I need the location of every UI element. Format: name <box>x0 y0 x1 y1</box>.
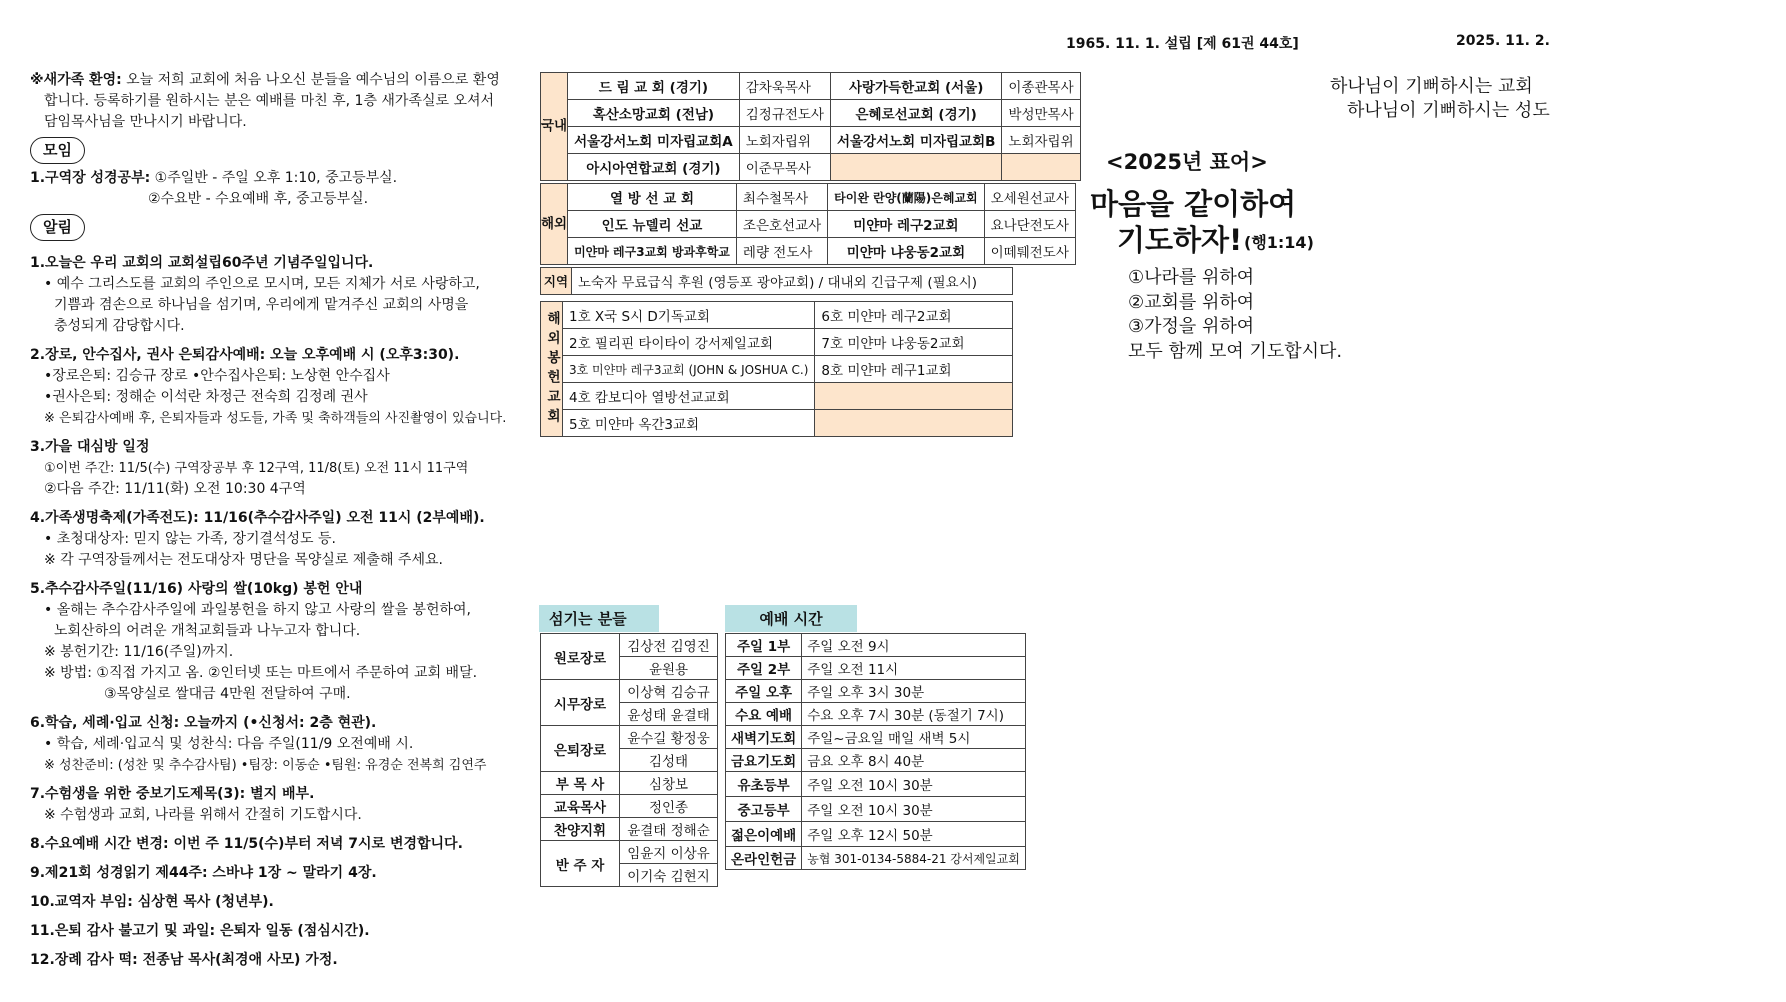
notice-line: ※ 은퇴감사예배 후, 은퇴자들과 성도들, 가족 및 축하객들의 사진촬영이 있습니다. <box>44 411 507 426</box>
server-names: 윤원용 <box>620 657 718 680</box>
yearword-item: ②교회를 위하여 <box>1128 291 1255 313</box>
server-names: 김성태 <box>620 749 718 772</box>
table-cell: 미얀마 레구2교회 <box>828 211 984 238</box>
yearword-item: ①나라를 위하여 <box>1128 267 1255 288</box>
table-row <box>726 726 1026 749</box>
server-names: 정인종 <box>620 795 718 818</box>
server-role: 은퇴장로 <box>541 726 620 772</box>
table-cell: 사랑가득한교회 (서울) <box>830 73 1001 100</box>
table-cell: 아시아연합교회 (경기) <box>568 154 740 181</box>
worship-time: 수요 오후 7시 30분 (동절기 7시) <box>802 703 1026 726</box>
table-cell <box>815 410 1013 437</box>
table-row <box>541 211 1076 238</box>
worship-time: 주일 오전 11시 <box>802 657 1026 680</box>
worship-time: 주일 오전 10시 30분 <box>802 797 1026 822</box>
server-names: 김상전 김영진 <box>620 634 718 657</box>
region-label: 지역 <box>541 268 572 295</box>
notice-line: •권사은퇴: 정해순 이석란 차정근 전숙희 김정례 권사 <box>44 389 368 405</box>
table-row <box>541 772 718 795</box>
yearword-item: 모두 함께 모여 기도합시다. <box>1128 340 1343 362</box>
server-names: 이기숙 김현지 <box>620 864 718 887</box>
notice-line: ※ 각 구역장들께서는 전도대상자 명단을 목양실로 제출해 주세요. <box>44 552 443 568</box>
notice-line: 8.수요예배 시간 변경: 이번 주 11/5(수)부터 저녁 7시로 변경합니다. <box>30 836 463 852</box>
notice-line: 노회산하의 어려운 개척교회들과 나누고자 합니다. <box>54 623 361 639</box>
motto-line-2: 하나님이 기뻐하시는 성도 <box>1347 100 1550 121</box>
server-names: 임윤지 이상유 <box>620 841 718 864</box>
notice-line: ※ 봉헌기간: 11/16(주일)까지. <box>44 644 234 660</box>
table-row <box>541 410 1013 437</box>
notice-line: • 학습, 세례·입교식 및 성찬식: 다음 주일(11/9 오전예배 시. <box>44 736 414 752</box>
table-cell: 요나단전도사 <box>984 211 1075 238</box>
table-row <box>541 238 1076 265</box>
worship-title: 예배 시간 <box>725 605 857 632</box>
worship-time: 주일 오전 9시 <box>802 634 1026 657</box>
notice-line: 7.수험생을 위한 중보기도제목(3): 별지 배부. <box>30 786 315 802</box>
server-names: 이상혁 김승규 <box>620 680 718 703</box>
worship-name: 수요 예배 <box>726 703 802 726</box>
table-cell: 미얀마 냐웅동2교회 <box>828 238 984 265</box>
worship-time: 주일 오후 3시 30분 <box>802 680 1026 703</box>
table-row <box>541 73 1081 100</box>
notice-line: 6.학습, 세례·입교 신청: 오늘까지 (•신청서: 2층 현관). <box>30 715 377 731</box>
table-row <box>541 634 718 657</box>
table-cell: 서울강서노회 미자립교회B <box>830 127 1001 154</box>
table-row <box>541 100 1081 127</box>
table-cell: 8호 미얀마 레구1교회 <box>815 356 1013 383</box>
bulletin-date: 2025. 11. 2. <box>1456 33 1550 49</box>
table-row <box>541 680 718 703</box>
server-names: 심창보 <box>620 772 718 795</box>
notice-line: 1.오늘은 우리 교회의 교회설립60주년 기념주일입니다. <box>30 255 374 271</box>
table-cell: 감차욱목사 <box>739 73 830 100</box>
table-cell: 인도 뉴델리 선교 <box>568 211 737 238</box>
yearword-line-1: 마음을 같이하여 <box>1090 187 1297 221</box>
table-cell: 타이완 란양(蘭陽)은혜교회 <box>828 184 984 211</box>
moim-item-2: ②수요반 - 수요예배 후, 중고등부실. <box>148 191 369 207</box>
yearword-items <box>1128 266 1342 364</box>
table-row <box>726 703 1026 726</box>
table-row <box>726 680 1026 703</box>
notice-list <box>30 253 575 971</box>
notice-line: ③목양실로 쌀대금 4만원 전달하여 구매. <box>104 686 351 702</box>
worship-time: 주일 오후 12시 50분 <box>802 822 1026 847</box>
table-row <box>541 795 718 818</box>
server-role: 교육목사 <box>541 795 620 818</box>
worship-name: 유초등부 <box>726 772 802 797</box>
table-cell: 노회자립위 <box>1002 127 1080 154</box>
notice-line: 10.교역자 부임: 심상현 목사 (청년부). <box>30 894 274 910</box>
yearword-line-2: 기도하자! <box>1117 223 1243 257</box>
table-row <box>726 749 1026 772</box>
table-row <box>541 818 718 841</box>
table-cell: 3호 미얀마 레구3교회 (JOHN & JOSHUA C.) <box>563 356 815 383</box>
welcome-text-1: 오늘 저희 교회에 처음 나오신 분들을 예수님의 이름으로 환영 <box>121 72 500 88</box>
table-row <box>726 822 1026 847</box>
welcome-label: ※새가족 환영: <box>30 72 122 88</box>
welcome-block <box>30 70 575 133</box>
table-cell: 서울강서노회 미자립교회A <box>568 127 740 154</box>
table-cell: 1호 X국 S시 D기독교회 <box>563 302 815 329</box>
notice-line: • 올해는 추수감사주일에 과일봉헌을 하지 않고 사랑의 쌀을 봉헌하여, <box>44 602 471 618</box>
notice-line: 12.장례 감사 떡: 전종남 목사(최경애 사모) 가정. <box>30 952 338 968</box>
notice-line: 충성되게 감당합시다. <box>54 318 185 334</box>
table-cell: 6호 미얀마 레구2교회 <box>815 302 1013 329</box>
table-cell: 이종관목사 <box>1002 73 1080 100</box>
notice-line: 3.가을 대심방 일정 <box>30 439 150 455</box>
overseas-support-table <box>540 183 1076 265</box>
table-cell <box>830 154 1001 181</box>
table-cell: 최수철목사 <box>736 184 827 211</box>
servers-title: 섬기는 분들 <box>539 605 659 632</box>
table-cell <box>1002 154 1080 181</box>
worship-name: 중고등부 <box>726 797 802 822</box>
table-cell: 혹산소망교회 (전남) <box>568 100 740 127</box>
server-names: 윤성태 윤결태 <box>620 703 718 726</box>
table-cell: 레량 전도사 <box>736 238 827 265</box>
table-row <box>726 657 1026 680</box>
worship-name: 젊은이예배 <box>726 822 802 847</box>
server-names: 윤결태 정해순 <box>620 818 718 841</box>
table-row <box>726 772 1026 797</box>
yearword-item: ③가정을 위하여 <box>1128 316 1255 337</box>
worship-name: 온라인헌금 <box>726 847 802 870</box>
server-role: 시무장로 <box>541 680 620 726</box>
table-cell: 은혜로선교회 (경기) <box>830 100 1001 127</box>
welcome-text-2: 합니다. 등록하기를 원하시는 분은 예배를 마친 후, 1층 새가족실로 오셔서 <box>44 93 495 109</box>
table-cell: 오세원선교사 <box>984 184 1075 211</box>
table-row <box>726 634 1026 657</box>
motto-line-1: 하나님이 기뻐하시는 교회 <box>1330 76 1533 97</box>
worship-table <box>725 633 1026 870</box>
notice-line: ②다음 주간: 11/11(화) 오전 10:30 4구역 <box>44 481 306 497</box>
notice-line: ※ 방법: ①직접 가지고 옴. ②인터넷 또는 마트에서 주문하여 교회 배달. <box>44 665 478 681</box>
notice-line: ※ 수험생과 교회, 나라를 위해서 간절히 기도합시다. <box>44 807 362 823</box>
server-role: 부 목 사 <box>541 772 620 795</box>
table-row <box>541 184 1076 211</box>
table-cell <box>815 383 1013 410</box>
side-label: 국내 <box>541 73 568 181</box>
server-role: 반 주 자 <box>541 841 620 887</box>
yearword-reference: (행1:14) <box>1244 233 1314 252</box>
welcome-text-3: 담임목사님을 만나시기 바랍니다. <box>44 114 247 130</box>
notice-line: ※ 성찬준비: (성찬 및 추수감사팀) •팀장: 이동순 •팀원: 유경순 전복희 김연주 <box>44 758 487 773</box>
table-row <box>541 841 718 864</box>
notice-line: • 예수 그리스도를 교회의 주인으로 모시며, 모든 지체가 서로 사랑하고, <box>44 276 480 292</box>
worship-name: 새벽기도회 <box>726 726 802 749</box>
table-cell: 이떼퉤전도사 <box>984 238 1075 265</box>
worship-name: 주일 오후 <box>726 680 802 703</box>
notice-line: ①이번 주간: 11/5(수) 구역장공부 후 12구역, 11/8(토) 오전 11시 11구역 <box>44 461 469 476</box>
table-row <box>541 329 1013 356</box>
notice-line: 9.제21회 성경읽기 제44주: 스바냐 1장 ~ 말라기 4장. <box>30 865 377 881</box>
table-cell: 열 방 선 교 회 <box>568 184 737 211</box>
table-cell: 드 림 교 회 (경기) <box>568 73 740 100</box>
worship-time: 금요 오후 8시 40분 <box>802 749 1026 772</box>
table-cell: 5호 미얀마 옥간3교회 <box>563 410 815 437</box>
domestic-support-table <box>540 72 1081 181</box>
notice-line: • 초청대상자: 믿지 않는 가족, 장기결석성도 등. <box>44 531 337 547</box>
notice-line: 4.가족생명축제(가족전도): 11/16(추수감사주일) 오전 11시 (2부예배). <box>30 510 485 526</box>
table-cell: 미얀마 레구3교회 방과후학교 <box>568 238 737 265</box>
worship-name: 금요기도회 <box>726 749 802 772</box>
table-cell: 이준무목사 <box>739 154 830 181</box>
moim-item-label: 1.구역장 성경공부: <box>30 170 151 186</box>
table-cell: 2호 필리핀 타이타이 강서제일교회 <box>563 329 815 356</box>
server-role: 원로장로 <box>541 634 620 680</box>
founding-info: 1965. 11. 1. 설립 [제 61권 44호] <box>1066 36 1299 52</box>
table-row <box>541 127 1081 154</box>
worship-name: 주일 2부 <box>726 657 802 680</box>
left-column <box>30 70 575 971</box>
mission-churches-table <box>540 301 1013 437</box>
servers-table <box>540 633 718 887</box>
table-row <box>726 797 1026 822</box>
worship-time: 주일~금요일 매일 새벽 5시 <box>802 726 1026 749</box>
notice-line: 5.추수감사주일(11/16) 사랑의 쌀(10kg) 봉헌 안내 <box>30 581 363 597</box>
table-row <box>541 356 1013 383</box>
table-cell: 7호 미얀마 냐웅동2교회 <box>815 329 1013 356</box>
notice-line: •장로은퇴: 김승규 장로 •안수집사은퇴: 노상현 안수집사 <box>44 368 390 384</box>
server-names: 윤수길 황정웅 <box>620 726 718 749</box>
notice-line: 기쁨과 겸손으로 하나님을 섬기며, 우리에게 맡겨주신 교회의 사명을 <box>54 297 469 313</box>
notice-heading: 알림 <box>30 214 85 241</box>
worship-name: 주일 1부 <box>726 634 802 657</box>
yearword-title: <2025년 표어> <box>1106 150 1268 174</box>
table-cell: 김정규전도사 <box>739 100 830 127</box>
worship-time: 농협 301-0134-5884-21 강서제일교회 <box>802 847 1026 870</box>
region-support-table <box>540 267 1013 295</box>
table-cell: 노회자립위 <box>739 127 830 154</box>
table-row <box>541 302 1013 329</box>
server-role: 찬양지휘 <box>541 818 620 841</box>
notice-line: 2.장로, 안수집사, 권사 은퇴감사예배: 오늘 오후예배 시 (오후3:30). <box>30 347 460 363</box>
table-row <box>541 154 1081 181</box>
table-cell: 4호 캄보디아 열방선교교회 <box>563 383 815 410</box>
moim-heading: 모임 <box>30 137 85 164</box>
region-text: 노숙자 무료급식 후원 (영등포 광야교회) / 대내외 긴급구제 (필요시) <box>572 268 1013 295</box>
notice-line: 11.은퇴 감사 불고기 및 과일: 은퇴자 일동 (점심시간). <box>30 923 370 939</box>
table-row <box>541 383 1013 410</box>
side-label: 해외봉헌교회 <box>541 302 563 437</box>
side-label: 해외 <box>541 184 568 265</box>
moim-item-1: ①주일반 - 주일 오후 1:10, 중고등부실. <box>150 170 398 186</box>
table-cell: 박성만목사 <box>1002 100 1080 127</box>
worship-time: 주일 오전 10시 30분 <box>802 772 1026 797</box>
table-row <box>541 726 718 749</box>
table-cell: 조은호선교사 <box>736 211 827 238</box>
table-row <box>726 847 1026 870</box>
